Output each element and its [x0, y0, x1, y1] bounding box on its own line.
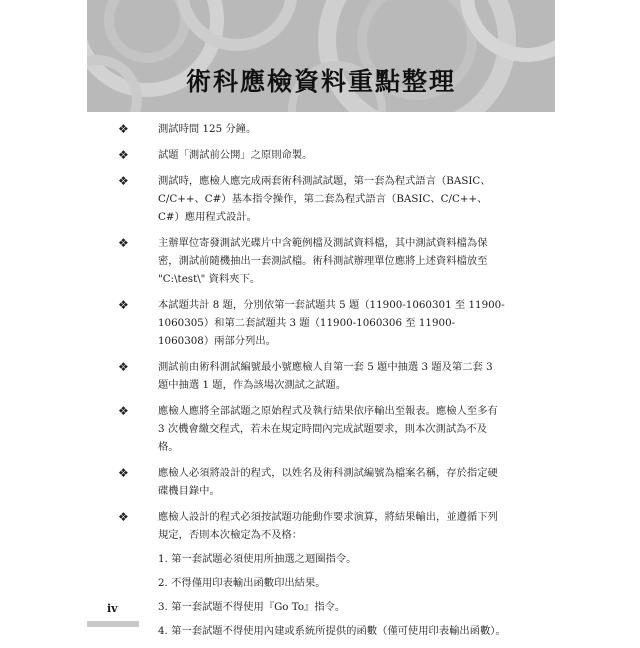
- sub-list-item: 1. 第一套試題必須使用所抽選之迴圈指令。: [158, 553, 357, 565]
- sub-list-item: 3. 第一套試題不得使用『Go To』指令。: [158, 601, 346, 613]
- four-diamond-bullet-icon: ❖: [118, 236, 129, 250]
- list-item: [118, 402, 506, 456]
- sub-list-item: 2. 不得僅用印表輸出函數印出結果。: [158, 577, 326, 589]
- list-item-text: 測試時，應檢人應完成兩套術科測試試題，第一套為程式語言（BASIC、C/C++、C#）基本指令操作，第二套為程式語言（BASIC、C/C++、C#）應用程式設計。: [158, 175, 491, 223]
- list-item-text: 試題「測試前公開」之原則命製。: [158, 149, 313, 161]
- list-item-text: 測試時間 125 分鐘。: [158, 123, 257, 135]
- rules-list: [118, 120, 506, 648]
- title-banner: [87, 0, 555, 112]
- four-diamond-bullet-icon: ❖: [118, 122, 129, 136]
- list-item: [118, 464, 506, 500]
- page-number-strip: [87, 621, 139, 627]
- list-item: [118, 146, 506, 164]
- list-item: [118, 358, 506, 394]
- list-item-text: 應檢人設計的程式必須按試題功能動作要求演算，將結果輸出，並遵循下列規定，否則本次檢定為不及格：: [158, 511, 498, 541]
- list-item: [118, 172, 506, 226]
- list-item-text: 本試題共計 8 題，分別依第一套試題共 5 題（11900-1060301 至 11900-1060305）和第二套試題共 3 題（11900-1060306 至 11900-1060308）兩部分列出。: [158, 299, 505, 347]
- four-diamond-bullet-icon: ❖: [118, 466, 129, 480]
- four-diamond-bullet-icon: ❖: [118, 148, 129, 162]
- list-item: [118, 296, 506, 350]
- list-item-text: 應檢人應將全部試題之原始程式及執行結果依序輸出至報表。應檢人至多有 3 次機會繳交程式，若未在規定時間內完成試題要求，則本次測試為不及格。: [158, 405, 498, 453]
- list-item-text: 應檢人必須將設計的程式，以姓名及術科測試編號為檔案名稱，存於指定硬碟機目錄中。: [158, 467, 498, 497]
- four-diamond-bullet-icon: ❖: [118, 360, 129, 374]
- page-title: 術科應檢資料重點整理: [185, 67, 456, 96]
- list-item-text: 測試前由術科測試編號最小號應檢人自第一套 5 題中抽選 3 題及第二套 3 題中抽選 1 題，作為該場次測試之試題。: [158, 361, 493, 391]
- four-diamond-bullet-icon: ❖: [118, 510, 129, 524]
- list-item: [118, 234, 506, 288]
- list-item: [118, 120, 506, 138]
- sub-list-item: 4. 第一套試題不得使用內建或系統所提供的函數（僅可使用印表輸出函數）。: [158, 625, 506, 637]
- page-number: iv: [107, 602, 118, 615]
- four-diamond-bullet-icon: ❖: [118, 404, 129, 418]
- list-item: [118, 508, 506, 640]
- list-item-text: 主辦單位寄發測試光碟片中含範例檔及測試資料檔，其中測試資料檔為保密，測試前隨機抽出一套測試檔。術科測試辦理單位應將上述資料檔放至 "C:\test\" 資料夾下。: [158, 237, 488, 285]
- requirements-sublist: [158, 550, 506, 640]
- four-diamond-bullet-icon: ❖: [118, 174, 129, 188]
- four-diamond-bullet-icon: ❖: [118, 298, 129, 312]
